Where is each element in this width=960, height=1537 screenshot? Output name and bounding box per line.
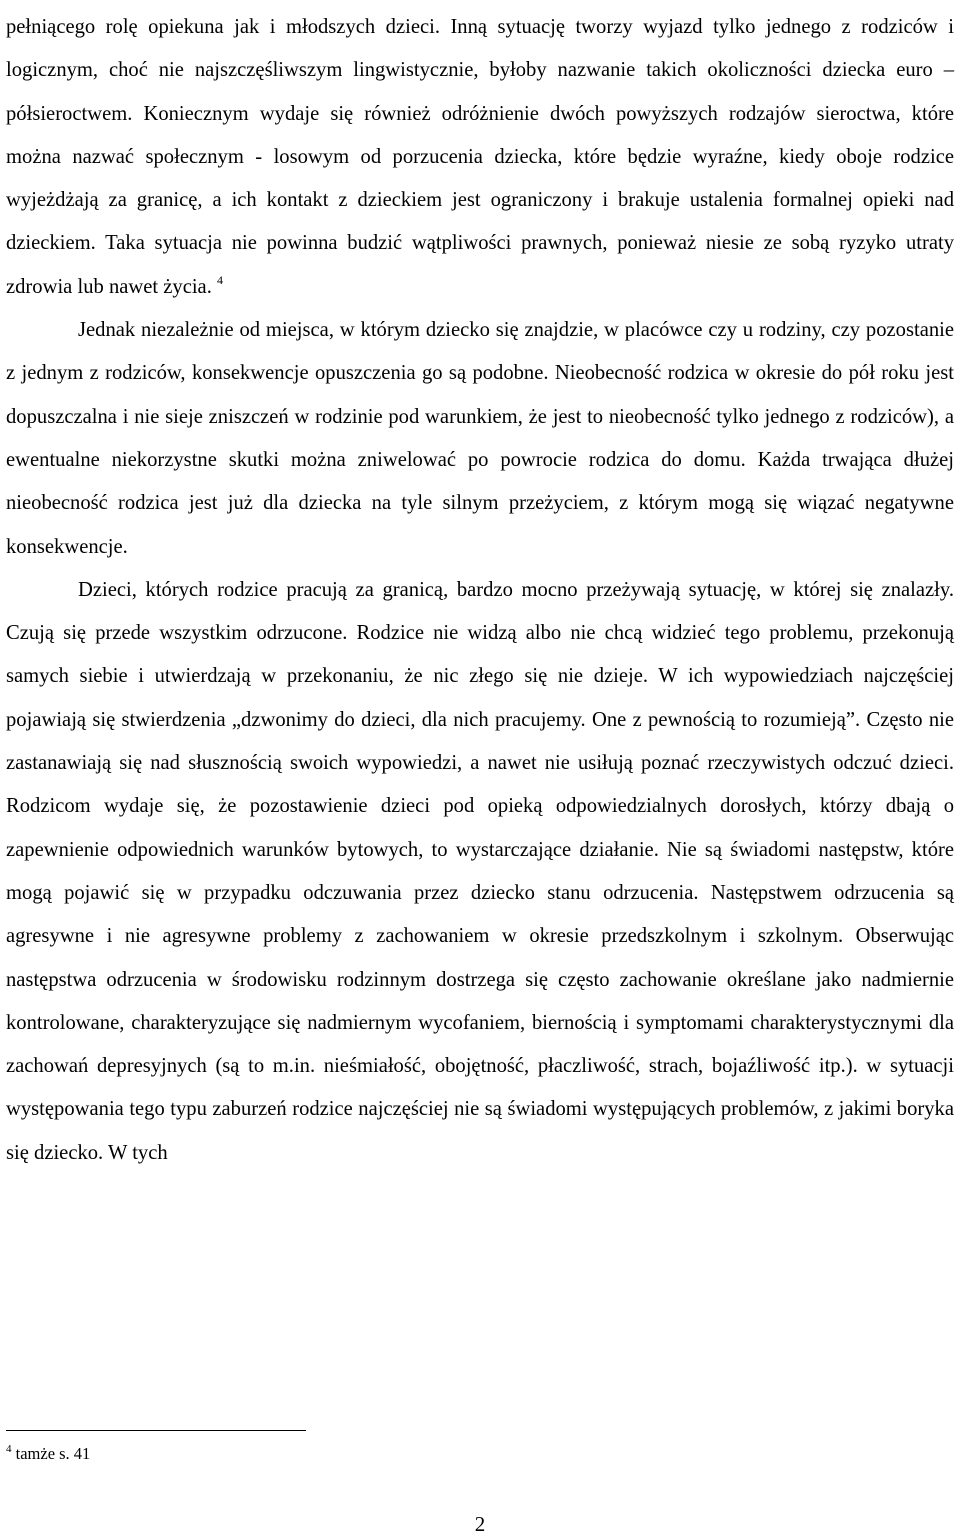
footnote-reference: 4	[217, 272, 224, 287]
paragraph-3	[6, 569, 954, 1175]
body-text	[6, 6, 954, 1175]
page-number: 2	[474, 1512, 486, 1536]
paragraph-3-text: Dzieci, których rodzice pracują za granicą, bardzo mocno przeżywają sytuację, w której się znalazły. Czują się przede wszystkim odrzucone. Rodzice nie widzą albo nie chcą widzieć tego problemu, przekonują samych siebie i utwierdzają w przekonaniu, że nic złego się nie dzieje. W ich wypowiedziach najczęściej pojawiają się stwierdzenia „dzwonimy do dzieci, dla nich pracujemy. One z pewnością to rozumieją”. Często nie zastanawiają się nad słusznością swoich wypowiedzi, a nawet nie usiłują poznać rzeczywistych odczuć dzieci. Rodzicom wydaje się, że pozostawienie dzieci pod opieką odpowiedzialnych dorosłych, którzy dbają o zapewnienie odpowiednich warunków bytowych, to wystarczające działanie. Nie są świadomi następstw, które mogą pojawić się w przypadku odczuwania przez dziecko stanu odrzucenia. Następstwem odrzucenia są agresywne i nie agresywne problemy z zachowaniem w okresie przedszkolnym i szkolnym. Obserwując następstwa odrzucenia w środowisku rodzinnym dostrzega się często zachowanie określane jako nadmiernie kontrolowane, charakteryzujące się nadmiernym wycofaniem, biernością i symptomami charakterystycznymi dla zachowań depresyjnych (są to m.in. nieśmiałość, obojętność, płaczliwość, strach, bojaźliwość itp.). w sytuacji występowania tego typu zaburzeń rodzice najczęściej nie są świadomi występujących problemów, z jakimi boryka się dziecko. W tych	[6, 578, 954, 1164]
footnote-separator	[6, 1430, 306, 1431]
paragraph-2	[6, 309, 954, 569]
footnote	[6, 1443, 90, 1465]
footnote-number: 4	[6, 1443, 12, 1455]
paragraph-1-text: pełniącego rolę opiekuna jak i młodszych dzieci. Inną sytuację tworzy wyjazd tylko jednego z rodziców i logicznym, choć nie najszczęśliwszym lingwistycznie, byłoby nazwanie takich okoliczności dziecka euro – półsieroctwem. Koniecznym wydaje się również odróżnienie dwóch powyższych rodzajów sieroctwa, które można nazwać społecznym - losowym od porzucenia dziecka, które będzie wyraźne, kiedy oboje rodzice wyjeżdżają za granicę, a ich kontakt z dzieckiem jest ograniczony i brakuje ustalenia formalnej opieki nad dzieckiem. Taka sytuacja nie powinna budzić wątpliwości prawnych, ponieważ niesie ze sobą ryzyko utraty zdrowia lub nawet życia.	[6, 16, 954, 298]
footnote-text: tamże s. 41	[15, 1444, 91, 1463]
paragraph-2-text: Jednak niezależnie od miejsca, w którym dziecko się znajdzie, w placówce czy u rodziny, czy pozostanie z jednym z rodziców, konsekwencje opuszczenia go są podobne. Nieobecność rodzica w okresie do pół roku jest dopuszczalna i nie sieje zniszczeń w rodzinie pod warunkiem, że jest to nieobecność tylko jednego z rodziców), a ewentualne niekorzystne skutki można zniwelować po powrocie rodzica do domu. Każda trwająca dłużej nieobecność rodzica jest już dla dziecka na tyle silnym przeżyciem, z którym mogą się wiązać negatywne konsekwencje.	[6, 319, 954, 558]
paragraph-1	[6, 6, 954, 309]
